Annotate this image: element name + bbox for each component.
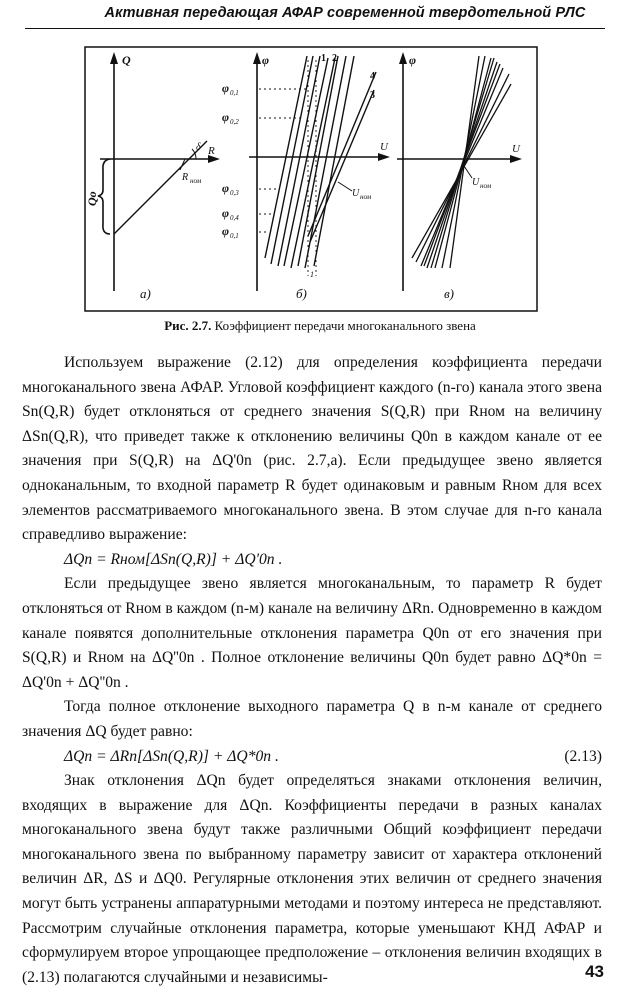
a-x-label: R bbox=[208, 145, 215, 157]
b-phi-1: φ bbox=[222, 81, 230, 95]
b-point-label: U bbox=[352, 188, 360, 199]
b-line-label-3: 3 bbox=[370, 90, 375, 101]
a-brace bbox=[98, 159, 110, 234]
body-text bbox=[22, 351, 602, 990]
header-rule bbox=[25, 28, 605, 29]
paragraph-4: Знак отклонения ΔQn будет определяться знаками отклонения величин, входящих в выражение для ΔQn. Коэффициенты передачи в разных каналах многоканального звена будут также различными Общий коэффициент передачи многоканального звена по выбранному параметру зависит от характера отклонений величин ΔR, ΔS и ΔQ0. Регулярные отклонения этих величин от среднего значения могут быть устранены аппаратурными методами и поэтому интереса не представляют. Рассмотрим случайные отклонения параметра, которые уменьшают КНД АФАР и сформулируем второе упрощающее предположение – отклонения величин входящих в (2.13) полагаются случайными и независимы- bbox=[22, 772, 602, 986]
b-phi-2-sub: 0,2 bbox=[230, 118, 239, 126]
formula-1: ΔQn = Rном[ΔSn(Q,R)] + ΔQ'0n . bbox=[64, 550, 283, 568]
paragraph-3: Тогда полное отклонение выходного параметра Q в n-м канале от среднего значения ΔQ будет равно: bbox=[22, 698, 602, 740]
panel-c-letter: в) bbox=[444, 286, 454, 301]
panel-a-labels bbox=[85, 53, 215, 301]
b-line-label-1: 1 bbox=[321, 53, 326, 64]
panel-a-letter: а) bbox=[140, 286, 151, 301]
formula-2 bbox=[22, 745, 602, 770]
b-phi-4: φ bbox=[222, 206, 230, 220]
paragraph-2: Если предыдущее звено является многоканальным, то параметр R будет отклоняться от Rном в каждом (n-м) канале на величину ΔRn. Одновременно в каждом канале появятся дополнительные отклонения параметра Q0n от его значения при S(Q,R) и Rном на ΔQ''0n . Полное отклонение величины Q0n будет равно ΔQ*0n = ΔQ'0n + ΔQ''0n . bbox=[22, 575, 602, 691]
panel-a bbox=[98, 52, 220, 291]
c-lines bbox=[412, 56, 511, 268]
c-point-label: U bbox=[472, 177, 480, 188]
b-phi-5: φ bbox=[222, 224, 230, 238]
b-line-label-4: 4 bbox=[370, 71, 375, 82]
panel-b bbox=[249, 52, 390, 291]
a-point-label: R bbox=[182, 172, 189, 183]
b-phi-3-sub: 0,3 bbox=[230, 189, 239, 197]
caption-label: Рис. 2.7. bbox=[164, 318, 212, 333]
b-phi-2: φ bbox=[222, 110, 230, 124]
b-line-label-2: 2 bbox=[332, 53, 337, 64]
panel-b-letter: б) bbox=[296, 286, 307, 301]
c-point-sub: ном bbox=[480, 182, 492, 190]
equation-number: (2.13) bbox=[564, 747, 602, 765]
b-lines bbox=[265, 56, 376, 268]
paragraph-1: Используем выражение (2.12) для определения коэффициента передачи многоканального звена АФАР. Угловой коэффициент каждого (n-го) канала этого звена Sn(Q,R) будет отклоняться от среднего значения S(Q,R) при Rном на величину ΔSn(Q,R), что приведет также к отклонению величины Q0n в каждом канале от ее значения при S(Q,R) на ΔQ'0n (рис. 2.7,а). Если предыдущее звено является одноканальным, то входной параметр R будет одинаковым и равным Rном для всех элементов рассматриваемого многоканального звена. В этом случае для n-го канала справедливо выражение: bbox=[22, 354, 603, 544]
a-y-label: Q bbox=[122, 53, 131, 67]
running-header: Активная передающая АФАР современной твердотельной РЛС bbox=[104, 5, 586, 21]
b-x-label: U bbox=[380, 141, 388, 153]
figure-2-7 bbox=[84, 46, 538, 312]
caption-text: Коэффициент передачи многоканального звена bbox=[211, 318, 476, 333]
c-y-label: φ bbox=[409, 53, 417, 67]
b-phi-1-sub: 0,1 bbox=[230, 89, 239, 97]
a-angle-label: δ bbox=[196, 142, 201, 153]
b-point-sub: ном bbox=[360, 193, 372, 201]
b-bottom-label: 1 bbox=[310, 270, 314, 279]
panel-c-labels bbox=[409, 53, 521, 301]
b-phi-4-sub: 0,4 bbox=[230, 214, 239, 222]
c-x-label: U bbox=[512, 143, 520, 155]
b-y-label: φ bbox=[262, 53, 270, 67]
b-phi-5-sub: 0,1 bbox=[230, 232, 239, 240]
a-point-sub: ном bbox=[190, 177, 202, 185]
a-brace-label: Qo bbox=[85, 191, 99, 206]
figure-caption bbox=[60, 318, 580, 334]
a-transfer-line bbox=[114, 141, 207, 234]
panel-c bbox=[397, 52, 522, 291]
b-phi-3: φ bbox=[222, 181, 230, 195]
formula-2-text: ΔQn = ΔRn[ΔSn(Q,R)] + ΔQ*0n . bbox=[64, 747, 279, 765]
page-number: 43 bbox=[585, 962, 604, 981]
